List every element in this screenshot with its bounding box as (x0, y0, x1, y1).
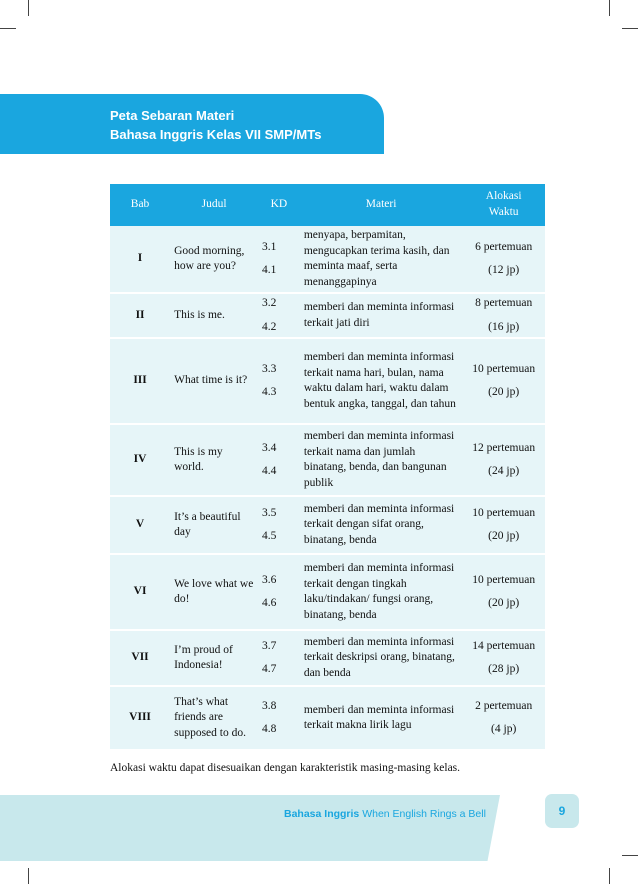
table-row (110, 554, 545, 630)
kd-4: 4.4 (262, 465, 277, 478)
alokasi-pertemuan: 14 pertemuan (472, 639, 536, 652)
cell-bab: VIII (129, 711, 151, 724)
table-row (110, 226, 545, 293)
header-alokasi (462, 184, 545, 226)
kd-4: 4.7 (262, 663, 277, 676)
table-header-row (110, 184, 545, 226)
alokasi-pertemuan: 2 pertemuan (475, 699, 533, 712)
header-materi: Materi (365, 198, 397, 211)
cell-kd (258, 630, 300, 686)
footer-band (0, 795, 500, 861)
kd-3: 3.4 (262, 441, 277, 454)
cell-materi: memberi dan meminta informasi terkait nama hari, bulan, nama waktu dalam hari, waktu dalam bentuk angka, tanggal, dan tahun (303, 351, 456, 410)
alokasi-jp: (16 jp) (488, 320, 520, 333)
crop-mark (28, 868, 29, 884)
alokasi-jp: (20 jp) (488, 530, 520, 543)
kd-3: 3.8 (262, 699, 277, 712)
footnote: Alokasi waktu dapat disesuaikan dengan karakteristik masing-masing kelas. (110, 762, 461, 774)
cell-alokasi (462, 338, 545, 424)
cell-kd (258, 293, 300, 338)
header-kd: KD (270, 198, 288, 211)
crop-mark (0, 28, 16, 29)
table-row (110, 686, 545, 750)
cell-bab: II (135, 308, 145, 321)
alokasi-jp: (4 jp) (491, 723, 517, 736)
cell-alokasi (462, 496, 545, 554)
cell-kd (258, 226, 300, 293)
materi-table (110, 184, 545, 751)
cell-judul: I’m proud of Indonesia! (174, 643, 233, 672)
cell-judul: That’s what friends are supposed to do. (174, 695, 246, 739)
cell-kd (258, 686, 300, 750)
kd-3: 3.6 (262, 573, 277, 586)
cell-bab: IV (133, 453, 147, 466)
kd-3: 3.7 (262, 639, 277, 652)
crop-mark (609, 868, 610, 884)
alokasi-pertemuan: 10 pertemuan (472, 573, 536, 586)
cell-alokasi (462, 424, 545, 496)
kd-4: 4.8 (262, 723, 277, 736)
cell-materi: memberi dan meminta informasi terkait nama dan jumlah binatang, benda, dan bangunan publik (303, 430, 455, 489)
header-judul: Judul (201, 198, 227, 211)
page-title: Peta Sebaran Materi (110, 108, 235, 123)
crop-mark (622, 855, 638, 856)
cell-bab: V (135, 518, 145, 531)
alokasi-pertemuan: 10 pertemuan (472, 362, 536, 375)
table-row (110, 496, 545, 554)
cell-kd (258, 424, 300, 496)
header-alokasi-line1: Alokasi (485, 190, 522, 203)
table-row (110, 424, 545, 496)
cell-bab: VI (133, 585, 147, 598)
cell-bab: VII (131, 651, 149, 664)
cell-alokasi (462, 554, 545, 630)
cell-materi: memberi dan meminta informasi terkait dengan sifat orang, binatang, benda (303, 502, 455, 546)
footer-book-bold: Bahasa Inggris (284, 808, 360, 820)
kd-3: 3.3 (262, 362, 277, 375)
alokasi-pertemuan: 6 pertemuan (475, 240, 533, 253)
alokasi-jp: (28 jp) (488, 663, 520, 676)
cell-materi: memberi dan meminta informasi terkait dengan tingkah laku/tindakan/ fungsi orang, binatang, benda (303, 562, 455, 621)
table-row (110, 630, 545, 686)
crop-mark (28, 0, 29, 16)
kd-4: 4.6 (262, 597, 277, 610)
crop-mark (622, 28, 638, 29)
alokasi-jp: (24 jp) (488, 465, 520, 478)
cell-judul: Good morning, how are you? (174, 244, 245, 273)
footer-book-title (284, 808, 486, 820)
cell-materi: memberi dan meminta informasi terkait jati diri (303, 301, 455, 329)
alokasi-jp: (20 jp) (488, 597, 520, 610)
kd-4: 4.3 (262, 386, 277, 399)
cell-judul: We love what we do! (174, 577, 254, 606)
crop-mark (609, 0, 610, 16)
cell-materi: memberi dan meminta informasi terkait makna lirik lagu (303, 703, 455, 732)
alokasi-jp: (12 jp) (488, 264, 520, 277)
footer-book-subtitle: When English Rings a Bell (359, 808, 486, 820)
kd-4: 4.1 (262, 264, 277, 277)
cell-bab: III (133, 374, 147, 387)
table-row (110, 293, 545, 338)
table-row (110, 338, 545, 424)
alokasi-pertemuan: 12 pertemuan (472, 441, 536, 454)
cell-bab: I (137, 252, 143, 265)
alokasi-jp: (20 jp) (488, 386, 520, 399)
cell-kd (258, 496, 300, 554)
header-bab: Bab (130, 198, 150, 211)
cell-alokasi (462, 226, 545, 293)
page-number: 9 (545, 794, 579, 828)
cell-alokasi (462, 686, 545, 750)
kd-3: 3.2 (262, 297, 277, 310)
kd-4: 4.5 (262, 530, 277, 543)
cell-judul: This is me. (174, 308, 225, 321)
cell-materi: memberi dan meminta informasi terkait deskripsi orang, binatang, dan benda (303, 635, 455, 679)
alokasi-pertemuan: 8 pertemuan (475, 297, 533, 310)
kd-4: 4.2 (262, 320, 277, 333)
title-banner (0, 94, 384, 154)
cell-judul: It’s a beautiful day (174, 510, 241, 539)
alokasi-pertemuan: 10 pertemuan (472, 506, 536, 519)
cell-judul: What time is it? (174, 374, 248, 387)
cell-kd (258, 338, 300, 424)
cell-alokasi (462, 630, 545, 686)
cell-alokasi (462, 293, 545, 338)
page-subtitle: Bahasa Inggris Kelas VII SMP/MTs (110, 127, 322, 142)
cell-kd (258, 554, 300, 630)
header-alokasi-line2: Waktu (488, 206, 519, 218)
kd-3: 3.5 (262, 506, 277, 519)
cell-materi: menyapa, berpamitan, mengucapkan terima kasih, dan meminta maaf, serta menanggapinya (303, 229, 450, 288)
cell-judul: This is my world. (174, 445, 223, 474)
kd-3: 3.1 (262, 240, 277, 253)
